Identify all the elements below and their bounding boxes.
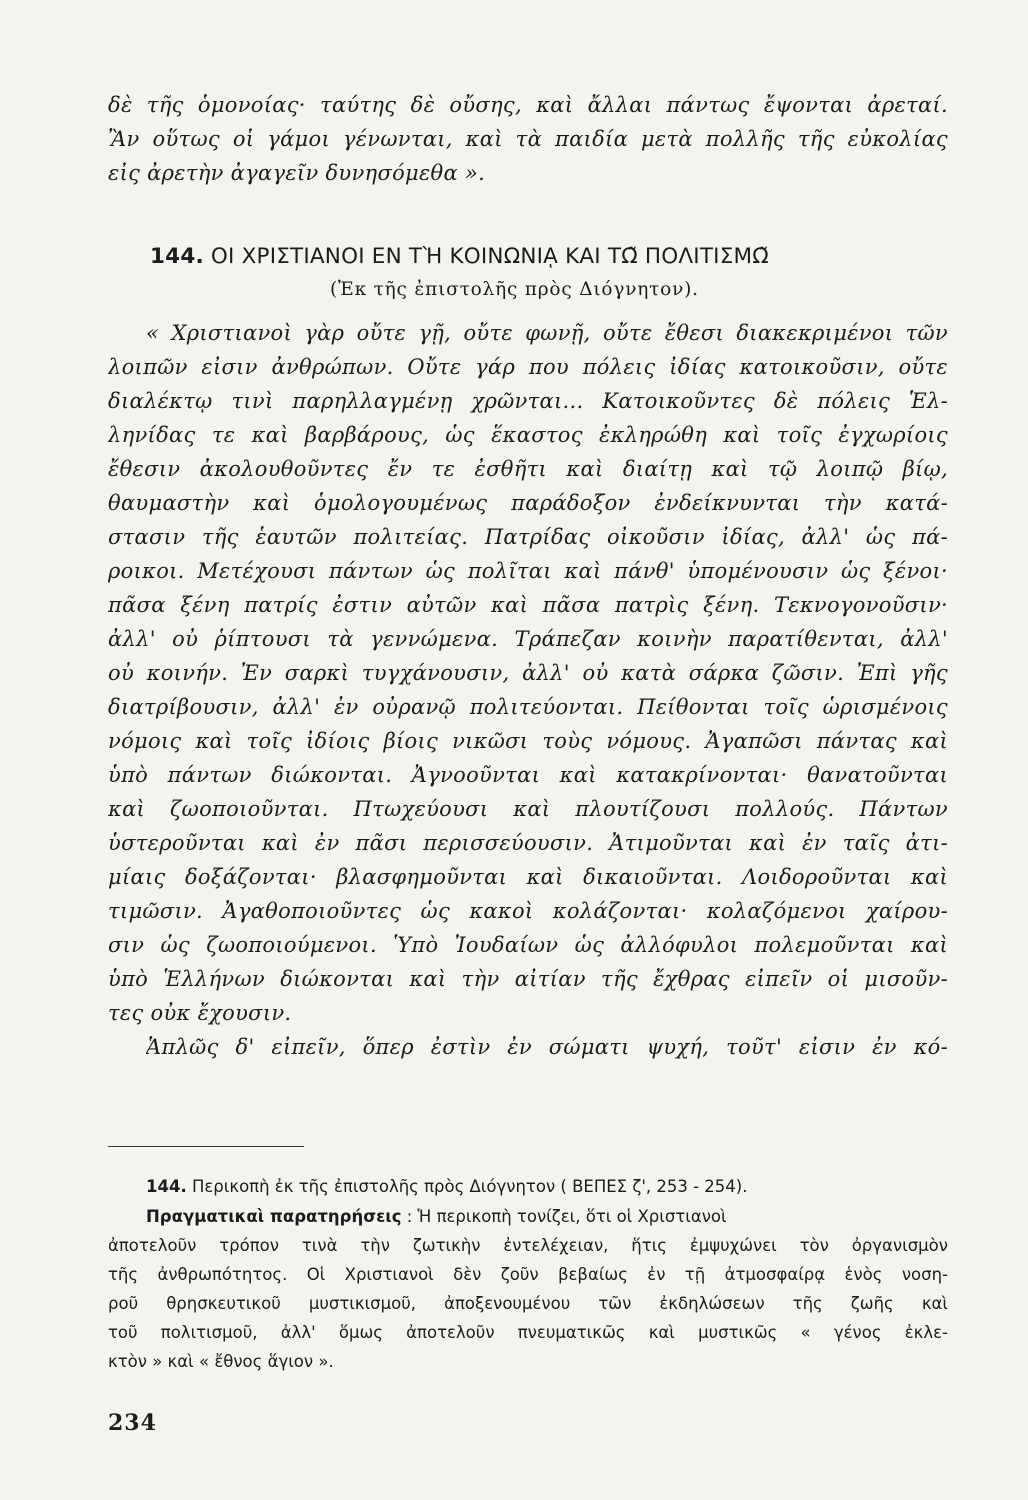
text-line: διαλέκτῳ τινὶ παρηλλαγμένῃ χρῶνται... Κατοικοῦντες δὲ πόλεις Ἑλ-	[108, 389, 948, 413]
text-line: διατρίβουσιν, ἀλλ' ἐν οὐρανῷ πολιτεύονται. Πείθονται τοῖς ὡρισμένοις	[108, 695, 948, 719]
text-line: ὑστεροῦνται καὶ ἐν πᾶσι περισσεύουσιν. Ἀτιμοῦνται καὶ ἐν ταῖς ἀτι-	[108, 831, 948, 855]
text-line: μίαις δοξάζονται· βλασφημοῦνται καὶ δικαιοῦνται. Λοιδοροῦνται καὶ	[108, 865, 948, 889]
text-line: σιν ὡς ζωοποιούμενοι. Ὑπὸ Ἰουδαίων ὡς ἀλλόφυλοι πολεμοῦνται καὶ	[108, 933, 948, 957]
text-line: ληνίδας τε καὶ βαρβάρους, ὡς ἕκαστος ἐκληρώθη καὶ τοῖς ἐγχωρίοις	[108, 423, 948, 447]
text-line: « Χριστιανοὶ γὰρ οὔτε γῇ, οὔτε φωνῇ, οὔτε ἔθεσι διακεκριμένοι τῶν	[146, 321, 948, 345]
footnote-text: : Ἡ περικοπὴ τονίζει, ὅτι οἱ Χριστιανοὶ	[406, 1207, 727, 1226]
text-line: Ἁπλῶς δ' εἰπεῖν, ὅπερ ἐστὶν ἐν σώματι ψυχή, τοῦτ' εἰσιν ἐν κό-	[146, 1035, 948, 1059]
text-line: ὑπὸ Ἑλλήνων διώκονται καὶ τὴν αἰτίαν τῆς ἔχθρας εἰπεῖν οἱ μισοῦν-	[108, 967, 948, 991]
text-line: θαυμαστὴν καὶ ὁμολογουμένως παράδοξον ἐνδείκνυνται τὴν κατά-	[108, 491, 948, 515]
text-line: τες οὐκ ἔχουσιν.	[108, 1001, 292, 1025]
footnote-number: 144.	[146, 1177, 187, 1196]
text-line: καὶ ζωοποιοῦνται. Πτωχεύουσι καὶ πλουτίζουσι πολλούς. Πάντων	[108, 797, 948, 821]
text-line: ἔθεσιν ἀκολουθοῦντες ἔν τε ἐσθῆτι καὶ διαίτῃ καὶ τῷ λοιπῷ βίῳ,	[108, 457, 948, 481]
text-line: τιμῶσιν. Ἀγαθοποιοῦντες ὡς κακοὶ κολάζονται· κολαζόμενοι χαίρου-	[108, 899, 948, 923]
section-number: 144.	[150, 244, 204, 269]
text-line: ἀλλ' οὐ ῥίπτουσι τὰ γεννώμενα. Τράπεζαν κοινὴν παρατίθενται, ἀλλ'	[108, 627, 948, 651]
text-line: ροικοι. Μετέχουσι πάντων ὡς πολῖται καὶ πάνθ' ὑπομένουσιν ὡς ξένοι·	[108, 559, 948, 583]
section-heading	[150, 244, 769, 269]
section-title: ΟΙ ΧΡΙΣΤΙΑΝΟΙ ΕΝ ΤῊ ΚΟΙΝΩΝΙᾼ ΚΑΙ ΤΩ͂ ΠΟΛΙΤΙΣΜΩ͂	[210, 244, 769, 269]
text-line: εἰς ἀρετὴν ἀγαγεῖν δυνησόμεθα ».	[108, 161, 486, 185]
text-line: οὐ κοινήν. Ἐν σαρκὶ τυγχάνουσιν, ἀλλ' οὐ κατὰ σάρκα ζῶσιν. Ἐπὶ γῆς	[108, 661, 948, 685]
text-line: Ἂν οὕτως οἱ γάμοι γένωνται, καὶ τὰ παιδία μετὰ πολλῆς τῆς εὐκολίας	[108, 127, 948, 151]
text-line: νόμοις καὶ τοῖς ἰδίοις βίοις νικῶσι τοὺς νόμους. Ἀγαπῶσι πάντας καὶ	[108, 729, 948, 753]
text-line: δὲ τῆς ὁμονοίας· ταύτης δὲ οὔσης, καὶ ἄλλαι πάντως ἔψονται ἀρεταί.	[108, 93, 948, 117]
footnote-line: ἀποτελοῦν τρόπον τινὰ τὴν ζωτικὴν ἐντελέχειαν, ἥτις ἐμψυχώνει τὸν ὀργανισμὸν	[108, 1236, 948, 1255]
footnote-rule	[108, 1146, 304, 1147]
text-line: λοιπῶν εἰσιν ἀνθρώπων. Οὔτε γάρ που πόλεις ἰδίας κατοικοῦσιν, οὔτε	[108, 355, 948, 379]
footnote-line	[146, 1204, 948, 1230]
footnote-line: τοῦ πολιτισμοῦ, ἀλλ' ὅμως ἀποτελοῦν πνευματικῶς καὶ μυστικῶς « γένος ἐκλε-	[108, 1323, 948, 1342]
footnote-line: τῆς ἀνθρωπότητος. Οἱ Χριστιανοὶ δὲν ζοῦν βεβαίως ἐν τῇ ἀτμοσφαίρᾳ ἑνὸς νοση-	[108, 1265, 948, 1284]
section-subtitle: (Ἐκ τῆς ἐπιστολῆς πρὸς Διόγνητον).	[330, 279, 699, 300]
footnote-reference	[146, 1174, 948, 1200]
text-line: ὑπὸ πάντων διώκονται. Ἀγνοοῦνται καὶ κατακρίνονται· θανατοῦνται	[108, 763, 948, 787]
footnote-line: κτὸν » καὶ « ἔθνος ἅγιον ».	[108, 1352, 334, 1371]
footnote-label: Πραγματικαὶ παρατηρήσεις	[146, 1207, 402, 1226]
footnote-ref-text: Περικοπὴ ἐκ τῆς ἐπιστολῆς πρὸς Διόγνητον ( ΒΕΠΕΣ ζ', 253 - 254).	[191, 1177, 748, 1196]
footnote-line: ροῦ θρησκευτικοῦ μυστικισμοῦ, ἀποξενουμένου τῶν ἐκδηλώσεων τῆς ζωῆς καὶ	[108, 1294, 948, 1313]
text-line: πᾶσα ξένη πατρίς ἐστιν αὐτῶν καὶ πᾶσα πατρὶς ξένη. Τεκνογονοῦσιν·	[108, 593, 948, 617]
text-line: στασιν τῆς ἑαυτῶν πολιτείας. Πατρίδας οἰκοῦσιν ἰδίας, ἀλλ' ὡς πά-	[108, 525, 948, 549]
page-number: 234	[108, 1410, 157, 1436]
